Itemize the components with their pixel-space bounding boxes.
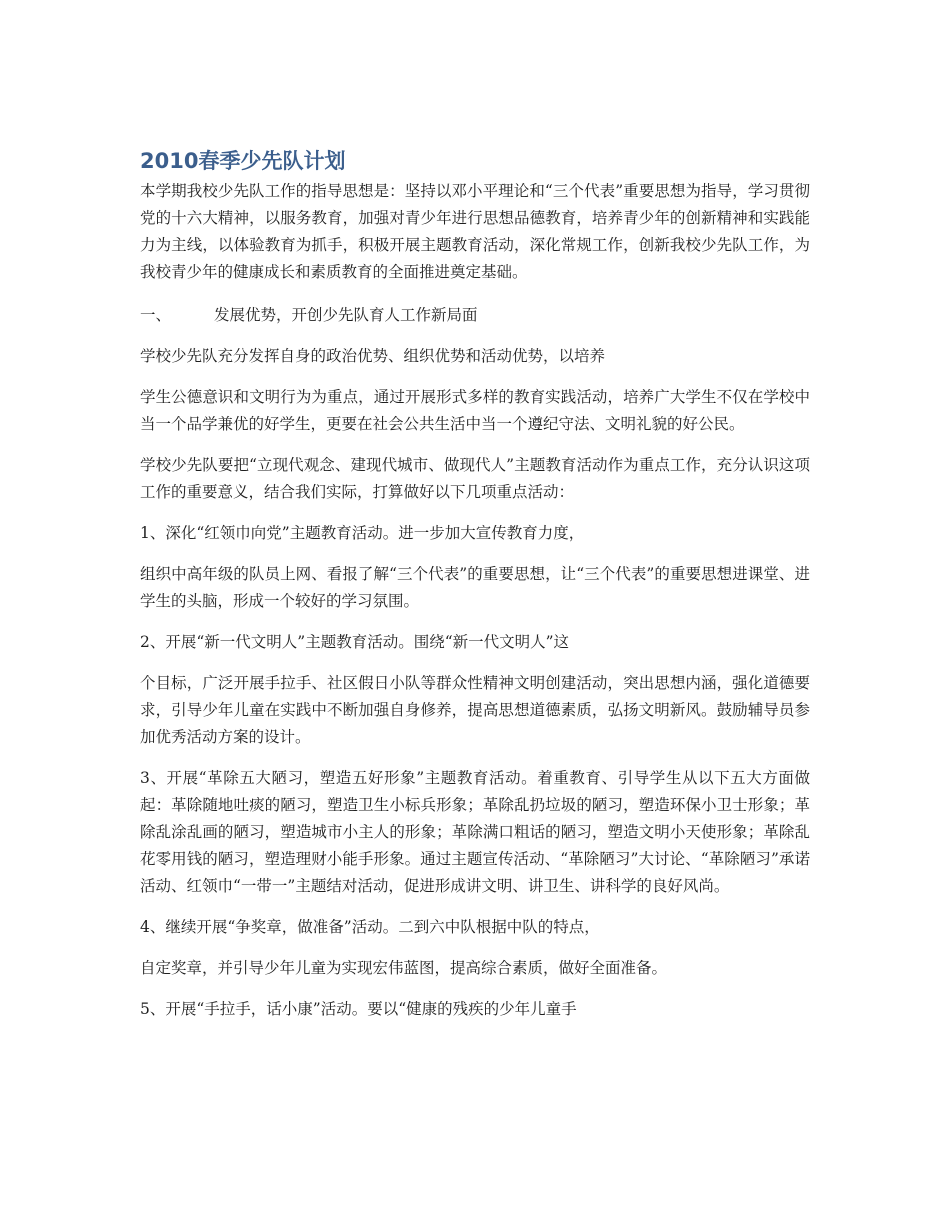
document-title: 2010春季少先队计划 <box>140 149 346 173</box>
paragraph: 个目标，广泛开展手拉手、社区假日小队等群众性精神文明创建活动，突出思想内涵，强化道德要求，引导少年儿童在实践中不断加强自身修养，提高思想道德素质，弘扬文明新风。鼓励辅导员参加优秀活动方案的设计。 <box>140 674 810 746</box>
paragraph: 5、开展“手拉手，话小康”活动。要以“健康的残疾的少年儿童手 <box>140 1000 577 1018</box>
section-number: 一、 <box>140 306 172 324</box>
document-page <box>140 146 810 1037</box>
paragraph: 3、开展“革除五大陋习，塑造五好形象”主题教育活动。着重教育、引导学生从以下五大方面做起：革除随地吐痰的陋习，塑造卫生小标兵形象；革除乱扔垃圾的陋习，塑造环保小卫士形象；革除乱涂乱画的陋习，塑造城市小主人的形象；革除满口粗话的陋习，塑造文明小天使形象；革除乱花零用钱的陋习，塑造理财小能手形象。通过主题宣传活动、“革除陋习”大讨论、“革除陋习”承诺活动、红领巾“一带一”主题结对活动，促进形成讲文明、讲卫生、讲科学的良好风尚。 <box>140 769 810 895</box>
paragraph: 4、继续开展“争奖章，做准备”活动。二到六中队根据中队的特点， <box>140 918 600 936</box>
paragraph: 学生公德意识和文明行为为重点，通过开展形式多样的教育实践活动，培养广大学生不仅在学校中当一个品学兼优的好学生，更要在社会公共生活中当一个遵纪守法、文明礼貌的好公民。 <box>140 388 810 433</box>
paragraph: 2、开展“新一代文明人”主题教育活动。围绕“新一代文明人”这 <box>140 633 570 651</box>
paragraph: 1、深化“红领巾向党”主题教育活动。进一步加大宣传教育力度， <box>140 524 585 542</box>
paragraph: 组织中高年级的队员上网、看报了解“三个代表”的重要思想，让“三个代表”的重要思想进课堂、进学生的头脑，形成一个较好的学习氛围。 <box>140 565 810 610</box>
section-heading-text: 发展优势，开创少先队育人工作新局面 <box>214 306 478 324</box>
paragraph: 学校少先队充分发挥自身的政治优势、组织优势和活动优势，以培养 <box>140 347 606 365</box>
section-heading <box>140 302 810 329</box>
paragraph: 自定奖章，并引导少年儿童为实现宏伟蓝图，提高综合素质，做好全面准备。 <box>140 959 668 977</box>
paragraph: 学校少先队要把“立现代观念、建现代城市、做现代人”主题教育活动作为重点工作，充分认识这项工作的重要意义，结合我们实际，打算做好以下几项重点活动： <box>140 456 810 501</box>
intro-paragraph: 本学期我校少先队工作的指导思想是：坚持以邓小平理论和“三个代表”重要思想为指导，学习贯彻党的十六大精神，以服务教育，加强对青少年进行思想品德教育，培养青少年的创新精神和实践能力为主线，以体验教育为抓手，积极开展主题教育活动，深化常规工作，创新我校少先队工作，为我校青少年的健康成长和素质教育的全面推进奠定基础。 <box>140 182 810 281</box>
